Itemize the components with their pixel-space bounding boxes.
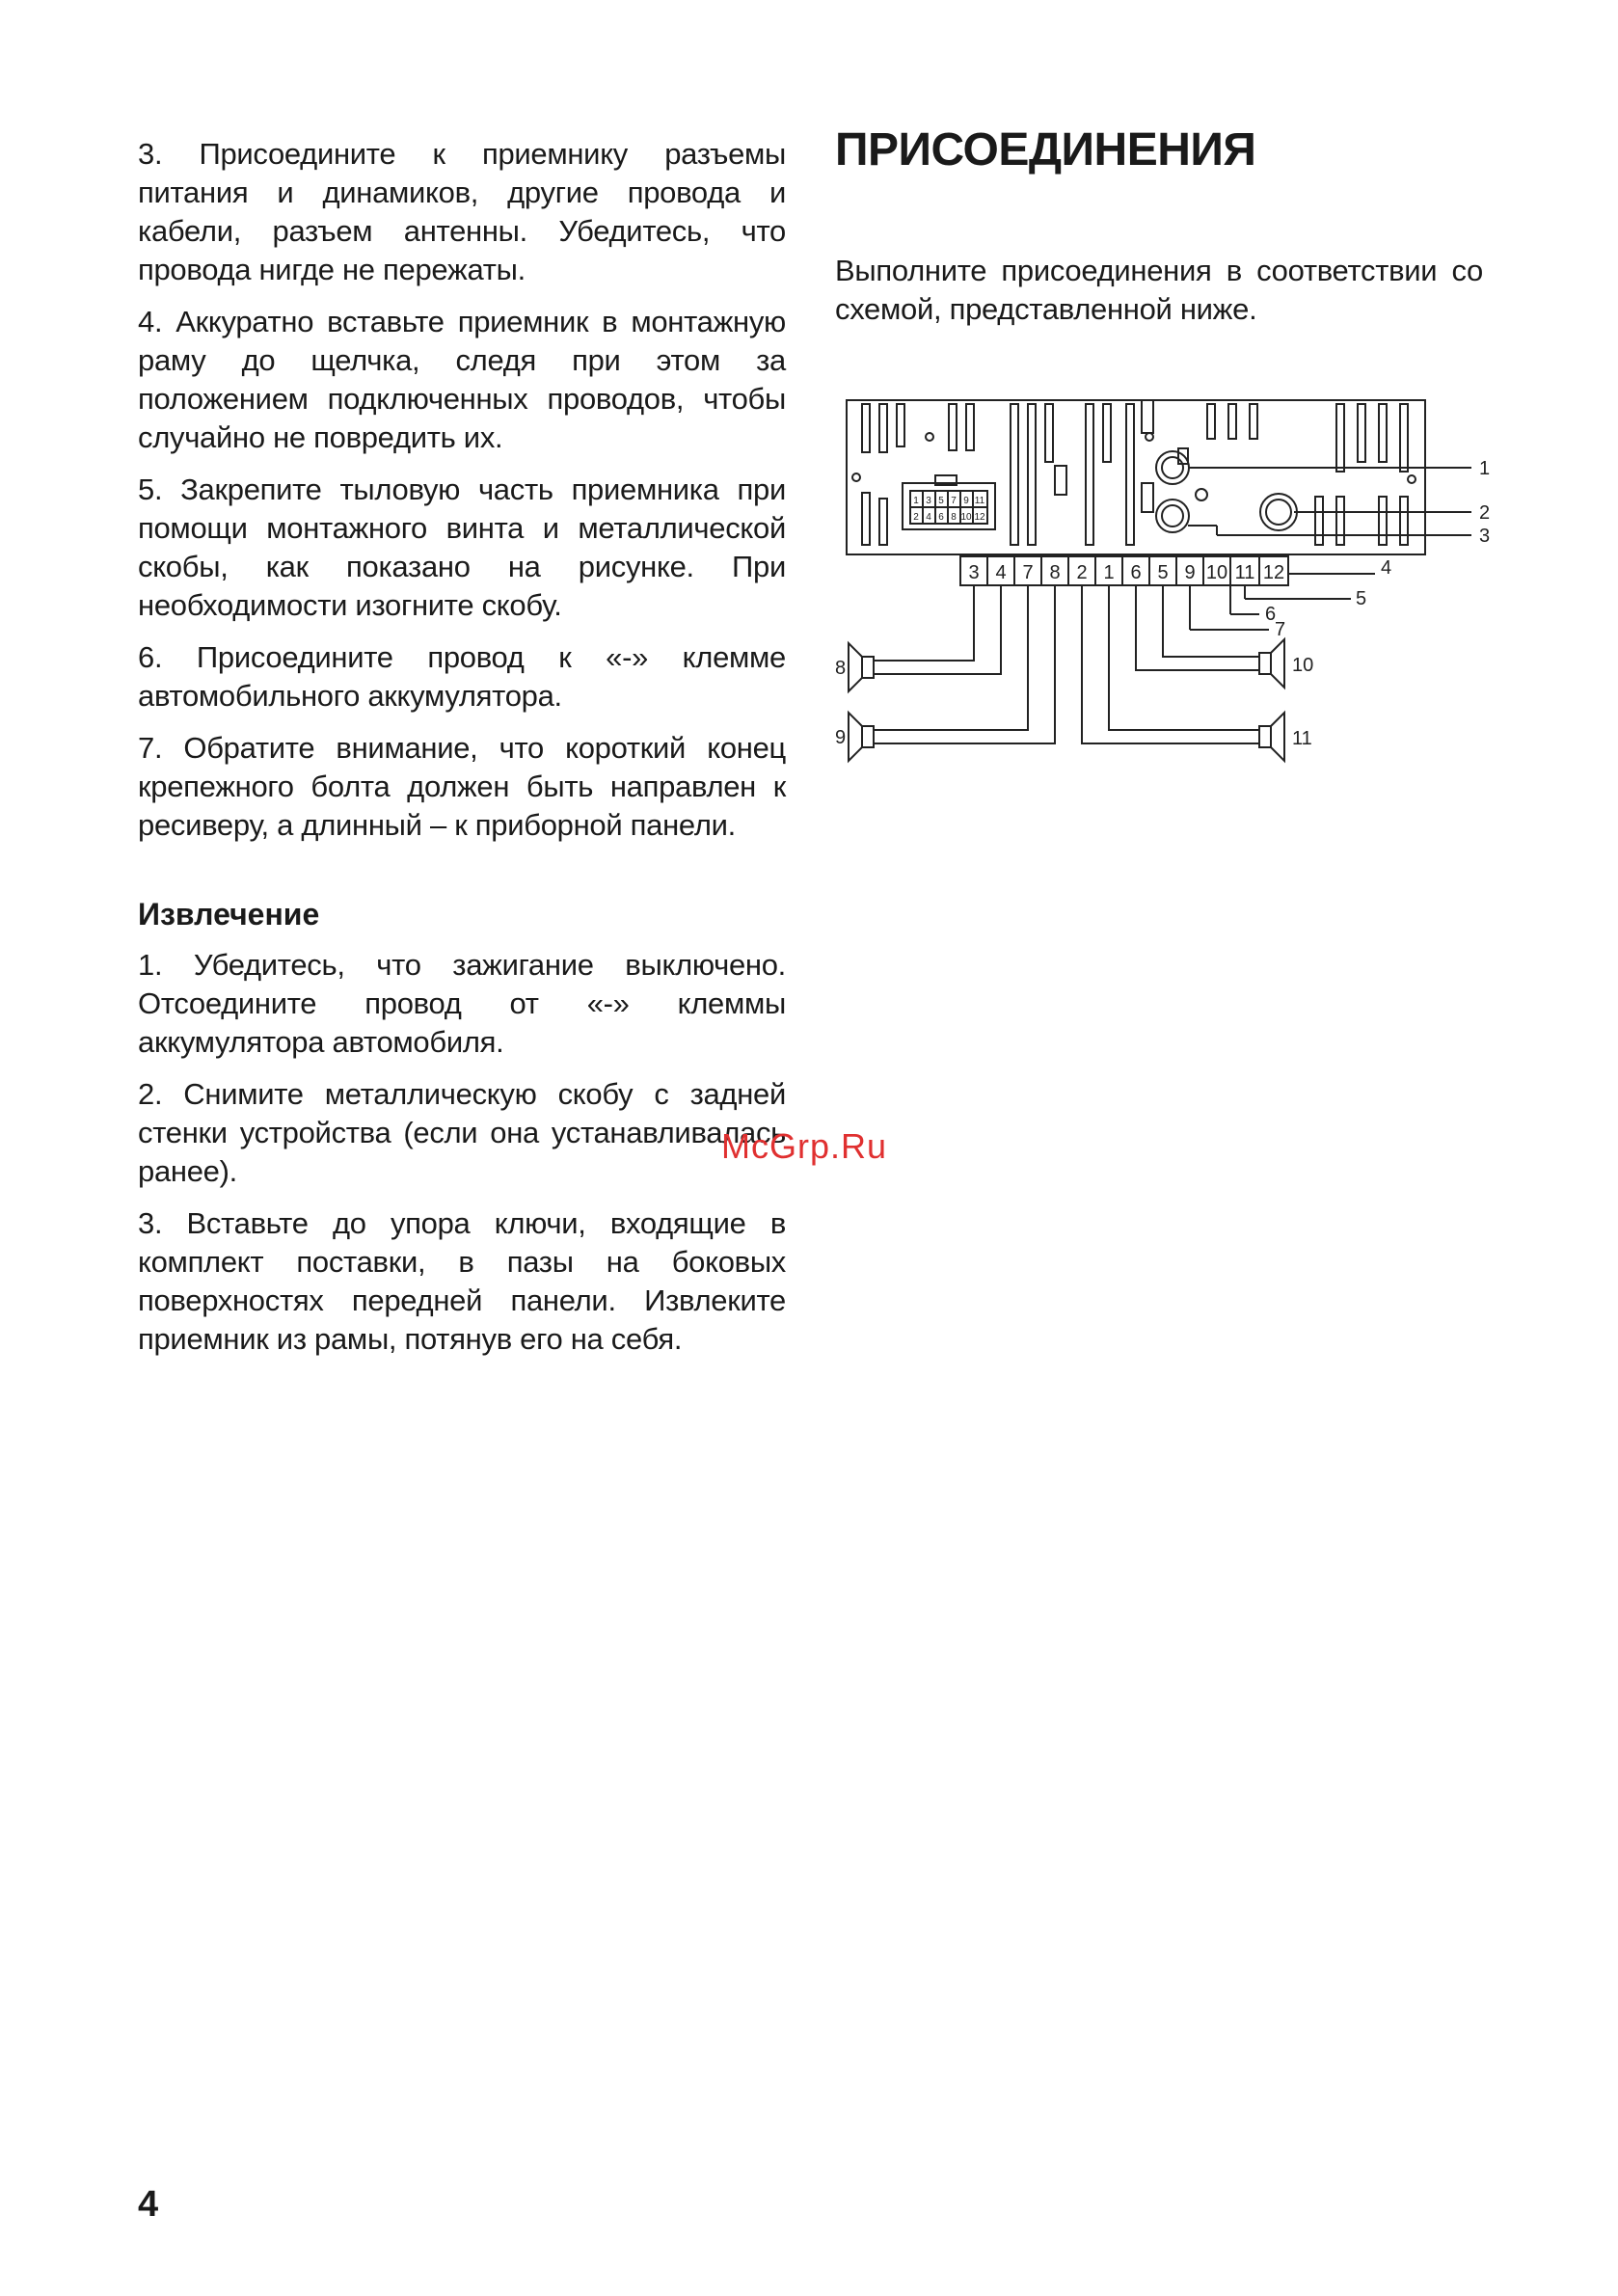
removal-step-3: 3. Вставьте до упора ключи, входящие в комплект поставки, в пазы на боковых поверхностях передней панели. Извлеките приемник из рамы, потянув его на себя. [138, 1206, 786, 1356]
terminal-number: 5 [1157, 562, 1169, 583]
callout-label: 3 [1479, 526, 1491, 547]
speaker-label: 8 [835, 658, 847, 679]
terminal-number: 3 [968, 562, 980, 583]
terminal-number: 4 [995, 562, 1007, 583]
right-column [835, 123, 1483, 329]
speaker-8 [849, 643, 874, 691]
left-column [138, 135, 786, 1372]
removal-step-1: 1. Убедитесь, что зажигание выключено. Отсоедините провод от «-» клеммы аккумулятора автомобиля. [138, 948, 786, 1059]
unit-chassis [847, 400, 1425, 554]
callout-label: 2 [1479, 502, 1491, 524]
pin-number: 2 [913, 512, 919, 523]
pin-number: 3 [926, 496, 931, 506]
install-step-3: 3. Присоедините к приемнику разъемы питания и динамиков, другие провода и кабели, разъем антенны. Убедитесь, что провода нигде не пережаты. [138, 137, 786, 286]
watermark: McGrp.Ru [721, 1126, 888, 1166]
speaker-11 [1259, 713, 1284, 761]
terminal-number: 6 [1130, 562, 1142, 583]
pin-number: 8 [951, 512, 957, 523]
pin-number: 4 [926, 512, 931, 523]
pin-number: 11 [974, 496, 985, 506]
callout-label: 1 [1479, 458, 1491, 479]
pin-number: 7 [951, 496, 957, 506]
terminal-number: 10 [1205, 562, 1228, 583]
callout-label: 5 [1356, 588, 1367, 609]
intro-text: Выполните присоединения в соответствии со схемой, представленной ниже. [835, 254, 1483, 326]
pin-number: 5 [938, 496, 944, 506]
callout-label: 7 [1275, 619, 1286, 640]
terminal-number: 7 [1022, 562, 1034, 583]
pin-number: 10 [960, 512, 972, 523]
speaker-9 [849, 713, 874, 761]
page-title: ПРИСОЕДИНЕНИЯ [835, 124, 1256, 176]
terminal-number: 12 [1262, 562, 1285, 583]
speaker-label: 9 [835, 727, 847, 748]
page-number: 4 [138, 2184, 159, 2225]
terminal-number: 1 [1103, 562, 1115, 583]
terminal-number: 8 [1049, 562, 1061, 583]
install-step-4: 4. Аккуратно вставьте приемник в монтажную раму до щелчка, следя при этом за положением подключенных проводов, чтобы случайно не повредить их. [138, 305, 786, 454]
terminal-number: 11 [1234, 562, 1255, 583]
speaker-label: 10 [1292, 655, 1314, 676]
connection-diagram [835, 391, 1510, 776]
install-step-5: 5. Закрепите тыловую часть приемника при помощи монтажного винта и металлической скобы, как показано на рисунке. При необходимости изогните скобу. [138, 473, 786, 622]
callout-label: 4 [1381, 557, 1392, 579]
terminal-number: 2 [1076, 562, 1088, 583]
pin-number: 1 [913, 496, 919, 506]
speaker-10 [1259, 639, 1284, 688]
speaker-label: 11 [1292, 728, 1312, 749]
removal-heading: Извлечение [138, 897, 320, 932]
install-step-7: 7. Обратите внимание, что короткий конец крепежного болта должен быть направлен к ресиверу, а длинный – к приборной панели. [138, 731, 786, 842]
install-step-6: 6. Присоедините провод к «-» клемме автомобильного аккумулятора. [138, 640, 786, 713]
terminal-number: 9 [1184, 562, 1196, 583]
pin-number: 12 [974, 512, 985, 523]
pin-number: 6 [938, 512, 944, 523]
callout-label: 6 [1265, 604, 1277, 625]
removal-step-2: 2. Снимите металлическую скобу с задней стенки устройства (если она устанавливалась ранее). [138, 1077, 786, 1188]
pin-number: 9 [963, 496, 969, 506]
